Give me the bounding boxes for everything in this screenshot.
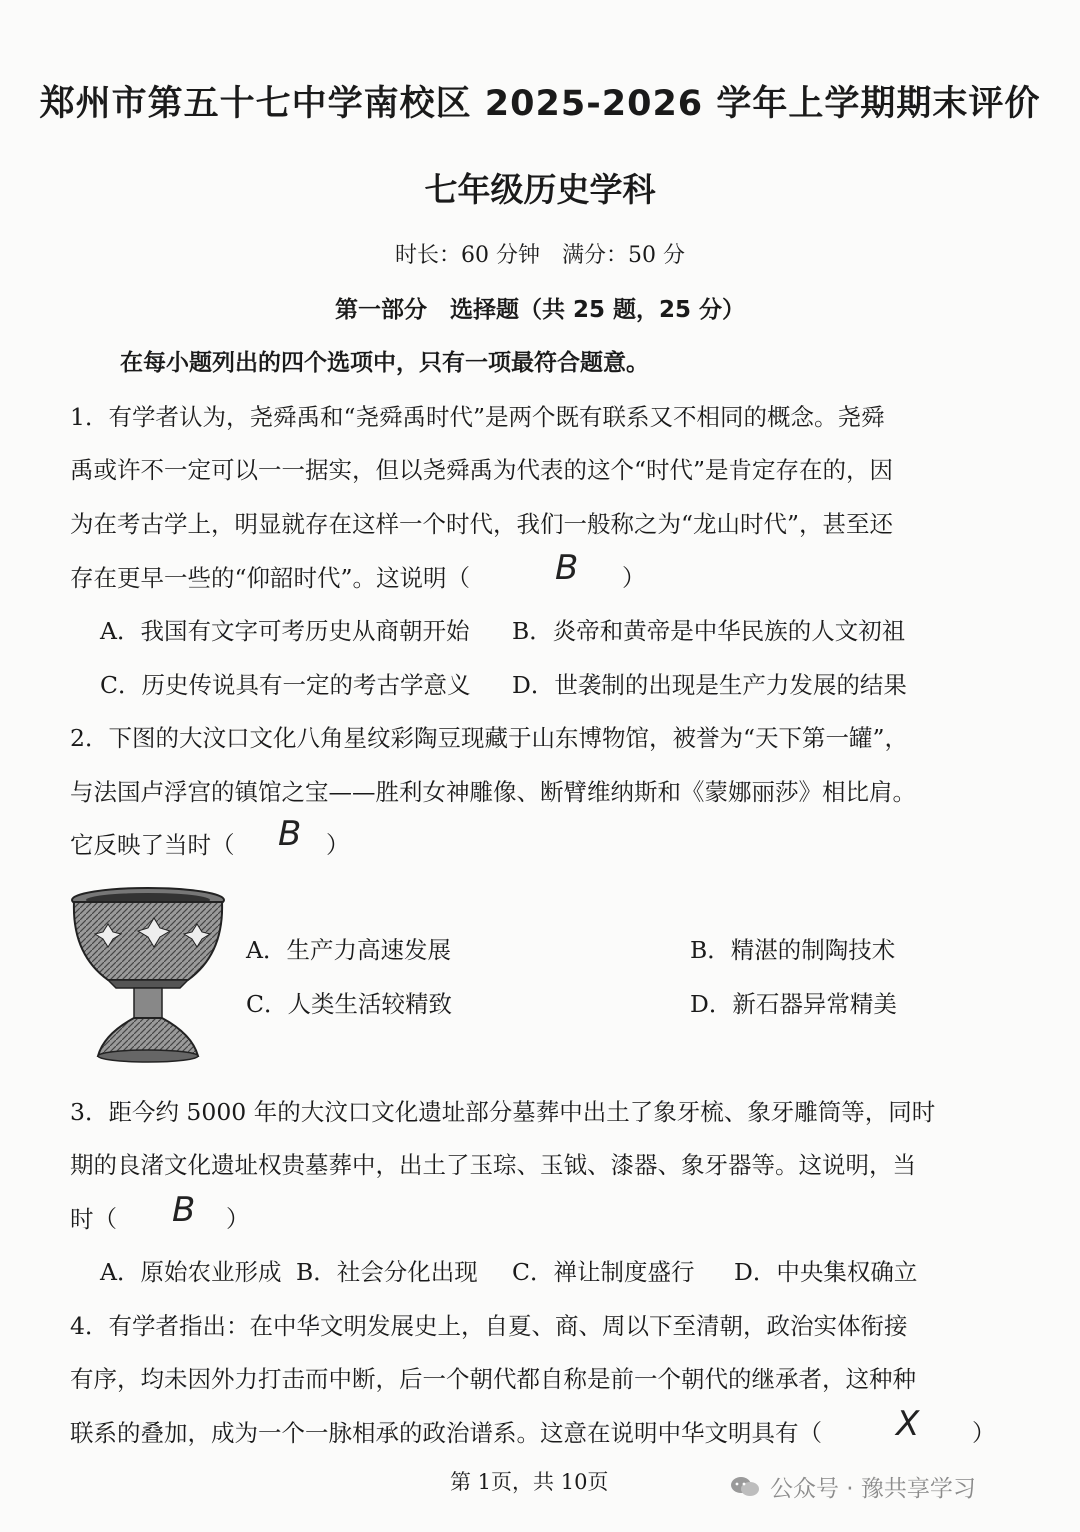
q2-option-a: A．生产力高速发展 (246, 936, 451, 964)
q4-close-paren: ） (972, 1419, 996, 1447)
q3-line-2: 期的良渚文化遗址权贵墓葬中，出土了玉琮、玉钺、漆器、象牙器等。这说明，当 (70, 1151, 916, 1179)
q4-line-3: 联系的叠加，成为一个一脉相承的政治谱系。这意在说明中华文明具有（ (70, 1419, 822, 1447)
q3-option-b: B．社会分化出现 (296, 1258, 478, 1286)
q2-handwritten-answer: B (278, 814, 302, 854)
q1-line-3: 为在考古学上，明显就存在这样一个时代，我们一般称之为“龙山时代”，甚至还 (70, 510, 894, 538)
q2-option-d: D．新石器异常精美 (690, 990, 897, 1018)
watermark-text: 公众号 · 豫共享学习 (770, 1476, 976, 1502)
exam-meta: 时长：60 分钟 满分：50 分 (395, 243, 685, 268)
q1-option-d: D．世袭制的出现是生产力发展的结果 (512, 671, 907, 699)
q3-close-paren: ） (226, 1205, 250, 1233)
q1-option-b: B．炎帝和黄帝是中华民族的人文初祖 (512, 617, 906, 645)
q3-line-1: 3．距今约 5000 年的大汶口文化遗址部分墓葬中出土了象牙梳、象牙雕筒等，同时 (70, 1098, 936, 1126)
q1-close-paren: ） (622, 564, 646, 592)
section-instruction: 在每小题列出的四个选项中，只有一项最符合题意。 (120, 350, 649, 376)
wechat-icon (730, 1475, 760, 1499)
q2-option-b: B．精湛的制陶技术 (690, 936, 896, 964)
exam-subtitle: 七年级历史学科 (424, 170, 656, 209)
q2-option-c: C．人类生活较精致 (246, 990, 452, 1018)
q1-line-4: 存在更早一些的“仰韶时代”。这说明（ (70, 564, 471, 592)
q4-line-2: 有序，均未因外力打击而中断，后一个朝代都自称是前一个朝代的继承者，这种种 (70, 1365, 916, 1393)
q4-line-1: 4．有学者指出：在中华文明发展史上，自夏、商、周以下至清朝，政治实体衔接 (70, 1312, 908, 1340)
q1-handwritten-answer: B (555, 548, 579, 588)
section-heading: 第一部分 选择题（共 25 题，25 分） (334, 297, 746, 323)
q3-option-d: D．中央集权确立 (734, 1258, 918, 1286)
watermark (730, 1470, 976, 1503)
q1-option-a: A．我国有文字可考历史从商朝开始 (100, 617, 470, 645)
q2-line-2: 与法国卢浮宫的镇馆之宝——胜利女神雕像、断臂维纳斯和《蒙娜丽莎》相比肩。 (70, 778, 916, 806)
q3-option-a: A．原始农业形成 (100, 1258, 282, 1286)
q2-line-1: 2．下图的大汶口文化八角星纹彩陶豆现藏于山东博物馆，被誉为“天下第一罐”， (70, 724, 908, 752)
exam-title: 郑州市第五十七中学南校区 2025-2026 学年上学期期末评价 (39, 84, 1041, 124)
q2-close-paren: ） (326, 831, 350, 859)
q3-handwritten-answer: B (172, 1190, 196, 1230)
q1-line-1: 1．有学者认为，尧舜禹和“尧舜禹时代”是两个既有联系又不相同的概念。尧舜 (70, 403, 885, 431)
painted-pottery-dou-icon (68, 884, 228, 1064)
q1-line-2: 禹或许不一定可以一一据实，但以尧舜禹为代表的这个“时代”是肯定存在的，因 (70, 456, 894, 484)
page-number: 第 1页，共 10页 (450, 1470, 609, 1494)
q4-handwritten-answer: X (896, 1404, 920, 1444)
q3-line-3: 时（ (70, 1205, 117, 1233)
q2-line-3: 它反映了当时（ (70, 831, 235, 859)
q1-option-c: C．历史传说具有一定的考古学意义 (100, 671, 471, 699)
q3-option-c: C．禅让制度盛行 (512, 1258, 695, 1286)
